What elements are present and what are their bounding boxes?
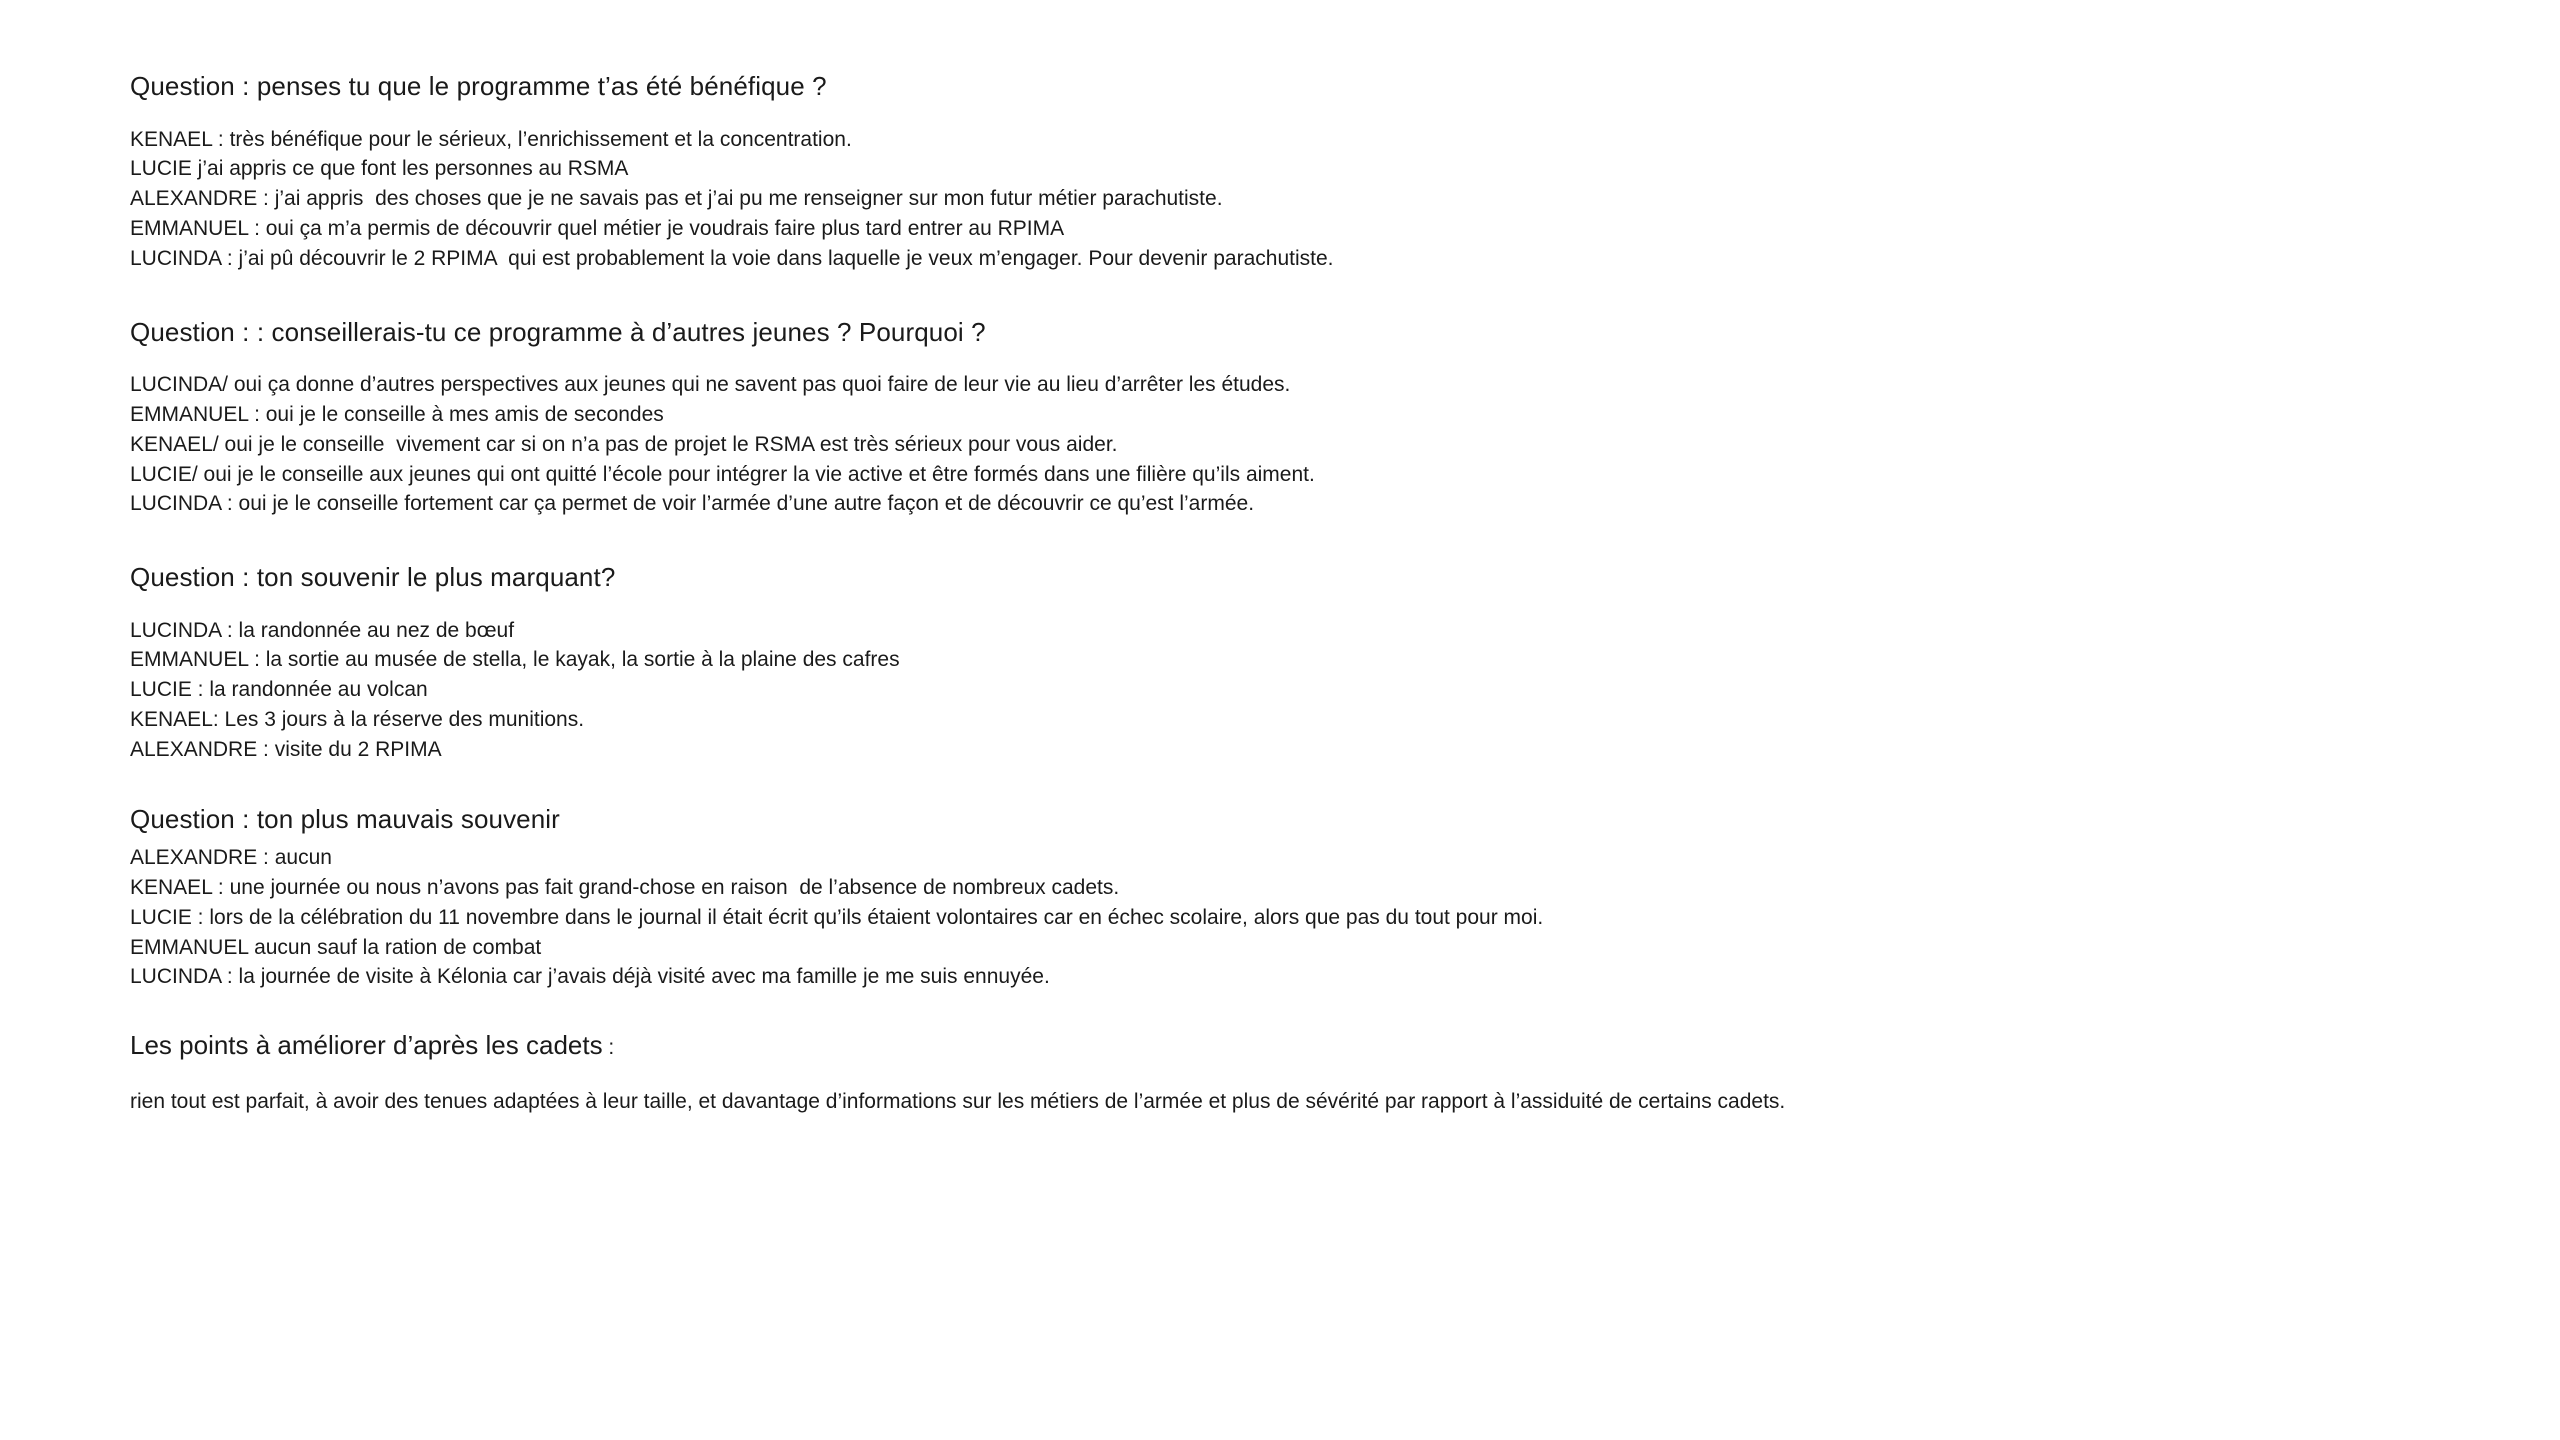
spacer (130, 765, 2130, 803)
answer-list (130, 125, 2130, 274)
question-heading: Question : : conseillerais-tu ce programme à d’autres jeunes ? Pourquoi ? (130, 316, 986, 347)
answer-line: EMMANUEL : oui je le conseille à mes amis de secondes (130, 402, 664, 426)
answer-line: KENAEL : très bénéfique pour le sérieux, l’enrichissement et la concentration. (130, 127, 852, 151)
answer-line: LUCIE : la randonnée au volcan (130, 678, 428, 702)
answer-list (130, 616, 2130, 765)
answer-line: LUCINDA/ oui ça donne d’autres perspectives aux jeunes qui ne savent pas quoi faire de leur vie au lieu d’arrêter les études. (130, 373, 1291, 397)
answer-line: ALEXANDRE : visite du 2 RPIMA (130, 737, 442, 761)
improvements-section (130, 1030, 2130, 1117)
answer-line: LUCIE j’ai appris ce que font les personnes au RSMA (130, 157, 629, 181)
answer-line: LUCINDA : la randonnée au nez de bœuf (130, 618, 515, 642)
answer-line: LUCINDA : j’ai pû découvrir le 2 RPIMA qui est probablement la voie dans laquelle je veux m’engager. Pour devenir parachutiste. (130, 246, 1334, 270)
answer-list (130, 370, 2130, 519)
qa-section-conseillerais (130, 316, 2130, 520)
improvements-heading-text: Les points à améliorer d’après les cadets (130, 1030, 603, 1061)
qa-section-souvenir-marquant (130, 561, 2130, 765)
spacer (130, 274, 2130, 316)
answer-line: ALEXANDRE : aucun (130, 846, 332, 870)
answer-line: LUCIE : lors de la célébration du 11 novembre dans le journal il était écrit qu’ils étaient volontaires car en échec scolaire, alors que pas du tout pour moi. (130, 905, 1544, 929)
spacer (130, 519, 2130, 561)
question-heading: Question : ton souvenir le plus marquant? (130, 562, 616, 593)
answer-line: EMMANUEL aucun sauf la ration de combat (130, 935, 542, 959)
answer-line: LUCINDA : oui je le conseille fortement car ça permet de voir l’armée d’une autre façon et de découvrir ce qu’est l’armée. (130, 492, 1255, 516)
question-heading: Question : ton plus mauvais souvenir (130, 803, 560, 834)
document-body (130, 70, 2130, 1118)
improvements-text: rien tout est parfait, à avoir des tenues adaptées à leur taille, et davantage d’informations sur les métiers de l’armée et plus de sévérité par rapport à l’assiduité de certains cadets. (130, 1090, 1786, 1114)
answer-line: KENAEL/ oui je le conseille vivement car si on n’a pas de projet le RSMA est très sérieux pour vous aider. (130, 432, 1118, 456)
answer-line: KENAEL : une journée ou nous n’avons pas fait grand-chose en raison de l’absence de nombreux cadets. (130, 876, 1120, 899)
spacer (130, 992, 2130, 1030)
answer-line: EMMANUEL : oui ça m’a permis de découvrir quel métier je voudrais faire plus tard entrer au RPIMA (130, 216, 1065, 240)
qa-section-benefique (130, 70, 2130, 274)
improvements-heading (130, 1030, 2130, 1061)
answer-line: ALEXANDRE : j’ai appris des choses que je ne savais pas et j’ai pu me renseigner sur mon futur métier parachutiste. (130, 187, 1223, 211)
answer-line: EMMANUEL : la sortie au musée de stella, le kayak, la sortie à la plaine des cafres (130, 648, 900, 672)
question-heading: Question : penses tu que le programme t’as été bénéfique ? (130, 71, 827, 101)
answer-list (130, 843, 2130, 992)
qa-section-mauvais-souvenir (130, 803, 2130, 993)
improvements-heading-colon: : (602, 1036, 615, 1060)
answer-line: KENAEL: Les 3 jours à la réserve des munitions. (130, 708, 585, 732)
answer-line: LUCINDA : la journée de visite à Kélonia car j’avais déjà visité avec ma famille je me suis ennuyée. (130, 965, 1050, 989)
answer-line: LUCIE/ oui je le conseille aux jeunes qui ont quitté l’école pour intégrer la vie active et être formés dans une filière qu’ils aiment. (130, 462, 1315, 486)
